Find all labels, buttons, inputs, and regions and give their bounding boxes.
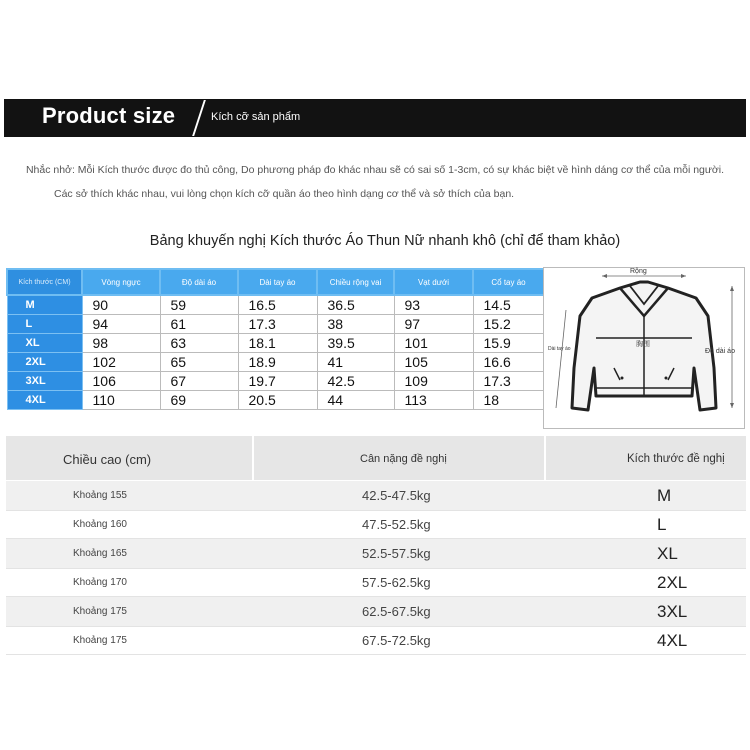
- table-cell: 61: [160, 315, 238, 334]
- table-row: [6, 510, 746, 539]
- height-cell: Khoảng 160: [73, 519, 127, 530]
- banner-title: Product size: [42, 103, 176, 128]
- table-cell: 18: [473, 391, 544, 410]
- table-cell: 16.5: [238, 295, 317, 315]
- table-cell: 109: [394, 372, 473, 391]
- table-cell: 94: [82, 315, 160, 334]
- table-cell: 93: [394, 295, 473, 315]
- diagram-length-label: Độ dài áo: [705, 348, 735, 355]
- table-row: [6, 597, 746, 626]
- table-row: [7, 334, 544, 353]
- table-row: [6, 539, 746, 568]
- size-cell: L: [657, 515, 667, 534]
- header-height: Chiều cao (cm): [63, 452, 152, 467]
- header-weight: Cân nặng đề nghị: [360, 453, 447, 465]
- size-cell: 4XL: [7, 391, 82, 410]
- table-cell: 113: [394, 391, 473, 410]
- height-cell: Khoảng 155: [73, 490, 127, 501]
- table-cell: 20.5: [238, 391, 317, 410]
- table-cell: 38: [317, 315, 394, 334]
- weight-cell: 52.5-57.5kg: [362, 546, 431, 561]
- table-cell: 41: [317, 353, 394, 372]
- table-cell: 18.9: [238, 353, 317, 372]
- weight-cell: 62.5-67.5kg: [362, 604, 431, 619]
- table-cell: 17.3: [238, 315, 317, 334]
- table-cell: 42.5: [317, 372, 394, 391]
- size-table-title: Bảng khuyến nghị Kích thước Áo Thun Nữ nhanh khô (chỉ để tham khảo): [149, 233, 621, 249]
- table-cell: 19.7: [238, 372, 317, 391]
- table-cell: 59: [160, 295, 238, 315]
- height-cell: Khoảng 175: [73, 606, 127, 617]
- product-size-banner: [4, 99, 746, 137]
- header-divider: [544, 436, 546, 480]
- header-divider: [252, 436, 254, 480]
- table-row: [6, 481, 746, 510]
- recommendation-header: [6, 436, 746, 480]
- note-line-1: Nhắc nhở: Mỗi Kích thước được đo thủ công, Do phương pháp đo khác nhau sẽ có sai số 1-3cm, có sự khác biệt về hình dáng cơ thể của mỗi người.: [25, 164, 725, 176]
- weight-cell: 47.5-52.5kg: [362, 517, 431, 532]
- diagram-sleeve-label: Dài tay áo: [548, 346, 571, 352]
- table-row: [6, 626, 746, 655]
- table-cell: 15.2: [473, 315, 544, 334]
- size-cell: 2XL: [657, 573, 688, 592]
- table-cell: 101: [394, 334, 473, 353]
- table-cell: 110: [82, 391, 160, 410]
- table-cell: 44: [317, 391, 394, 410]
- table-cell: 36.5: [317, 295, 394, 315]
- height-cell: Khoảng 170: [73, 577, 127, 588]
- table-cell: 69: [160, 391, 238, 410]
- weight-cell: 57.5-62.5kg: [362, 575, 431, 590]
- table-cell: 90: [82, 295, 160, 315]
- table-row: [6, 568, 746, 597]
- header-size: Kích thước (CM): [7, 269, 82, 295]
- weight-cell: 42.5-47.5kg: [362, 488, 431, 503]
- table-cell: 106: [82, 372, 160, 391]
- size-cell: L: [7, 315, 82, 334]
- size-cell: XL: [657, 544, 678, 563]
- weight-cell: 67.5-72.5kg: [362, 633, 431, 648]
- table-row: [7, 295, 544, 315]
- table-cell: 102: [82, 353, 160, 372]
- banner-divider: [192, 100, 206, 136]
- size-cell: M: [657, 486, 672, 505]
- header-hem: Vạt dưới: [394, 269, 473, 295]
- table-row: [7, 372, 544, 391]
- banner-subtitle: Kích cỡ sản phẩm: [211, 111, 301, 123]
- table-cell: 105: [394, 353, 473, 372]
- size-cell: XL: [7, 334, 82, 353]
- table-cell: 65: [160, 353, 238, 372]
- table-row: [7, 315, 544, 334]
- header-cuff: Cổ tay áo: [473, 269, 544, 295]
- header-chest: Vòng ngực: [82, 269, 160, 295]
- size-cell: 3XL: [657, 602, 688, 621]
- table-cell: 98: [82, 334, 160, 353]
- table-row: [7, 353, 544, 372]
- table-cell: 63: [160, 334, 238, 353]
- diagram-chest-label: 胸围: [636, 341, 650, 348]
- height-cell: Khoảng 165: [73, 548, 127, 559]
- table-cell: 17.3: [473, 372, 544, 391]
- table-cell: 67: [160, 372, 238, 391]
- height-cell: Khoảng 175: [73, 635, 127, 646]
- header-sleeve: Dài tay áo: [238, 269, 317, 295]
- table-cell: 14.5: [473, 295, 544, 315]
- jacket-measurement-diagram: [543, 267, 745, 429]
- table-cell: 18.1: [238, 334, 317, 353]
- diagram-width-label: Rộng: [630, 268, 647, 275]
- size-cell: 2XL: [7, 353, 82, 372]
- size-cell: M: [7, 295, 82, 315]
- size-cell: 4XL: [657, 631, 688, 650]
- size-table-header-row: [7, 269, 544, 295]
- header-length: Độ dài áo: [160, 269, 238, 295]
- note-line-2: Các sở thích khác nhau, vui lòng chọn kích cỡ quần áo theo hình dạng cơ thể và sở thích của bạn.: [54, 188, 515, 200]
- header-shoulder: Chiều rộng vai: [317, 269, 394, 295]
- table-cell: 15.9: [473, 334, 544, 353]
- header-size: Kích thước đề nghị: [627, 453, 725, 465]
- table-row: [7, 391, 544, 410]
- size-table: [6, 268, 545, 410]
- size-cell: 3XL: [7, 372, 82, 391]
- table-cell: 39.5: [317, 334, 394, 353]
- table-cell: 97: [394, 315, 473, 334]
- table-cell: 16.6: [473, 353, 544, 372]
